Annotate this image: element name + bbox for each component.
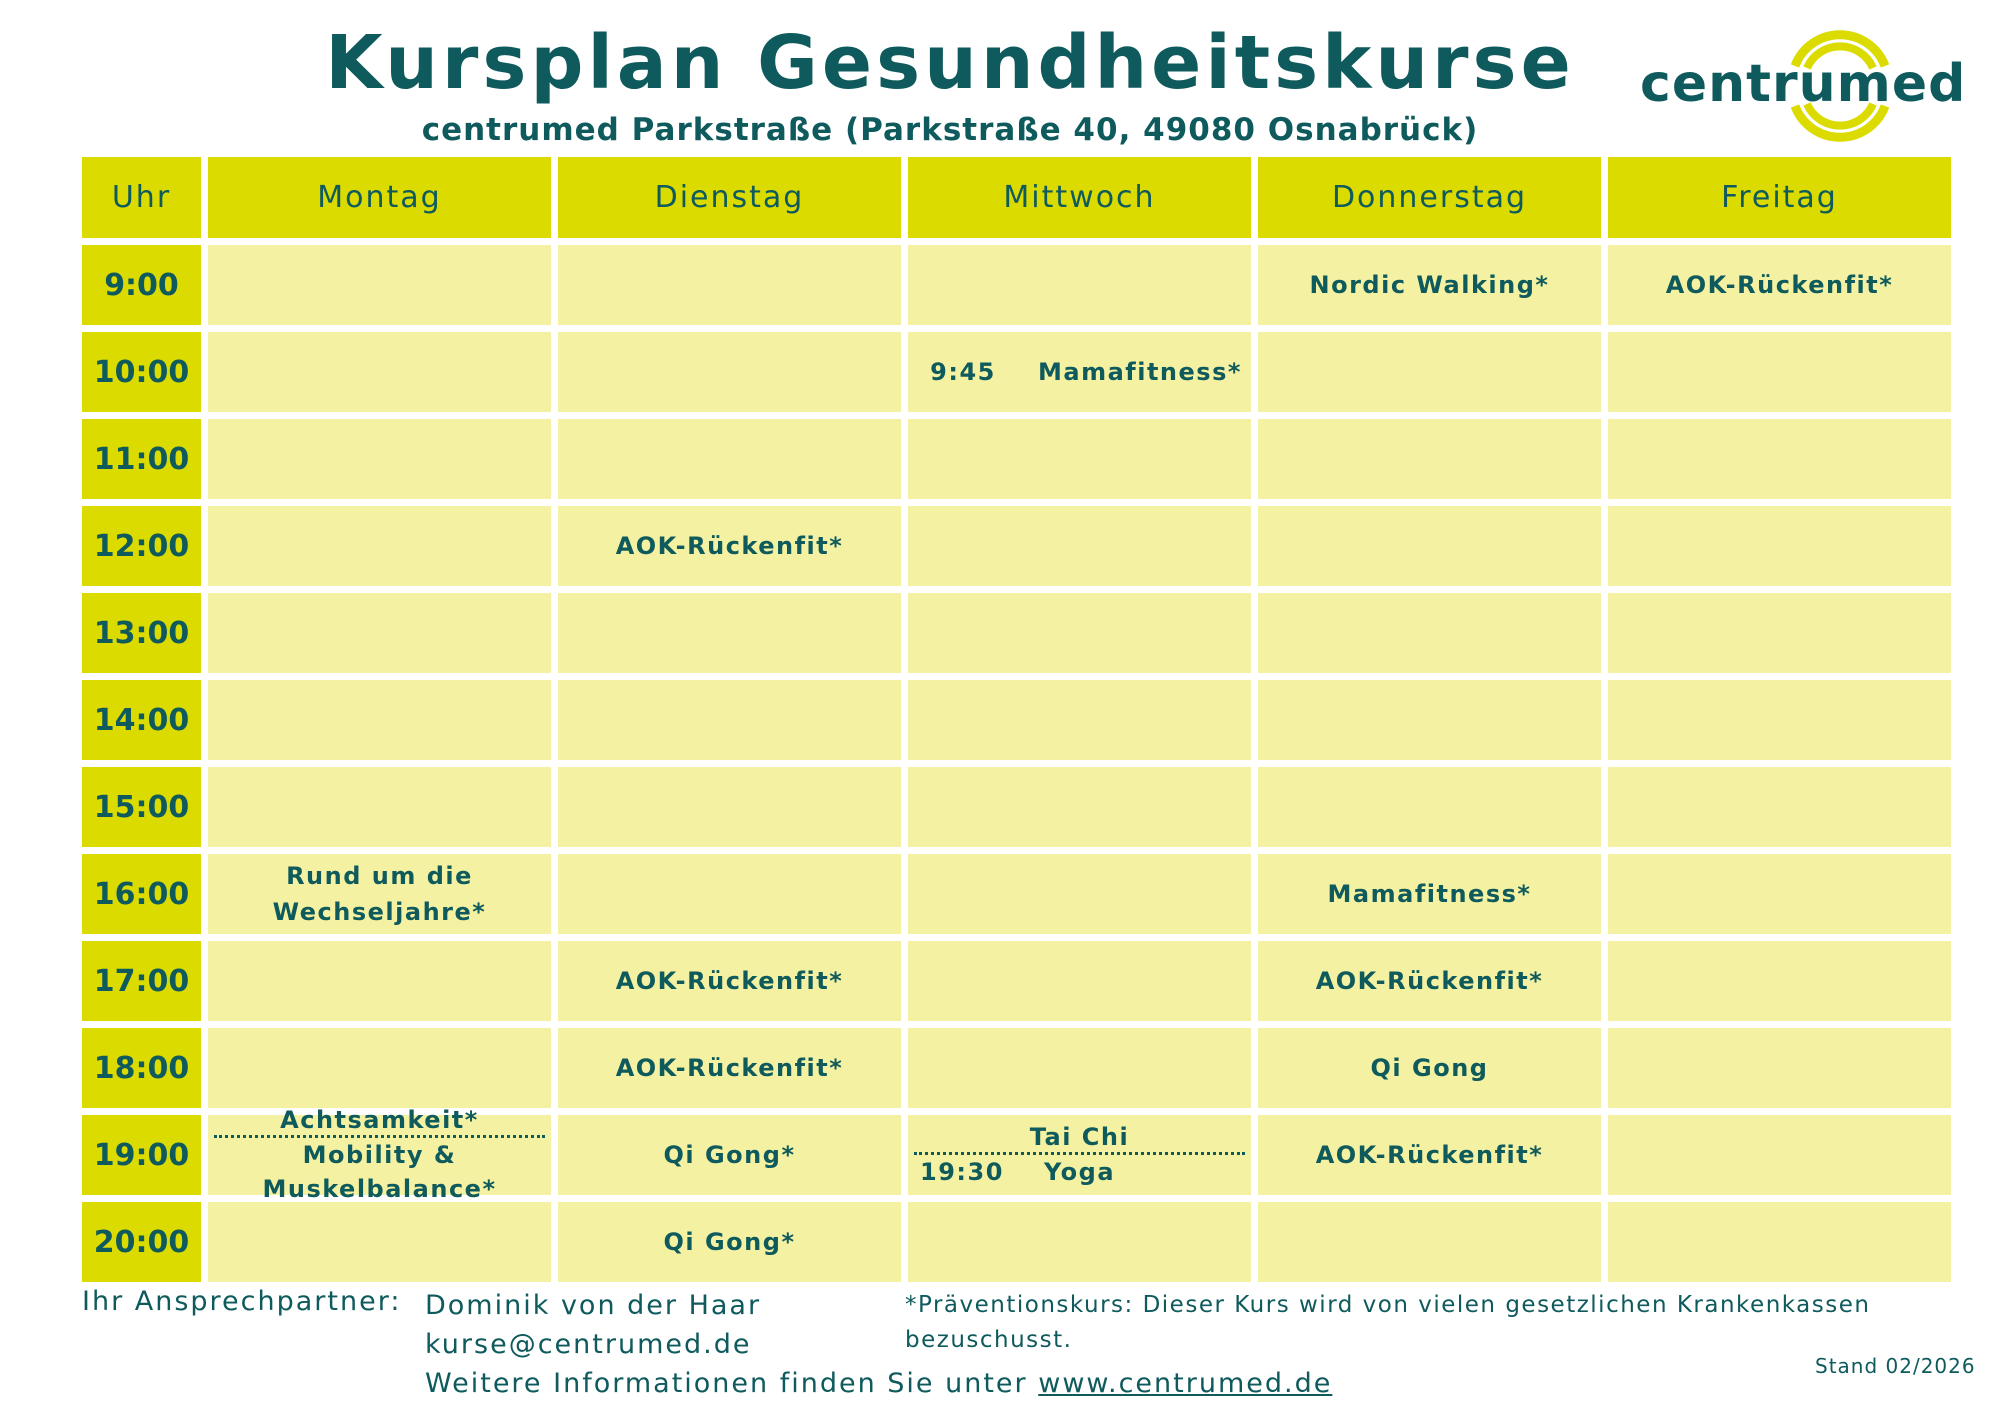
time-label: 18:00 (82, 1028, 201, 1108)
schedule-cell (1608, 1115, 1951, 1195)
schedule-cell (908, 419, 1251, 499)
schedule-cell (1258, 593, 1601, 673)
time-label: 20:00 (82, 1202, 201, 1282)
course-entry: AOK-Rückenfit* (558, 1028, 901, 1108)
course-name: Mamafitness* (1038, 358, 1242, 386)
website-link[interactable]: www.centrumed.de (1038, 1368, 1333, 1399)
schedule-cell (908, 506, 1251, 586)
schedule-cell (1608, 854, 1951, 934)
schedule-cell (208, 245, 551, 325)
page-title: Kursplan Gesundheitskurse (325, 20, 1575, 106)
schedule-cell (558, 767, 901, 847)
schedule-cell (1608, 332, 1951, 412)
schedule-cell (1608, 1202, 1951, 1282)
course-entry: AOK-Rückenfit* (1258, 1115, 1601, 1195)
time-label: 13:00 (82, 593, 201, 673)
schedule-cell (558, 854, 901, 934)
course-entry: AOK-Rückenfit* (1258, 941, 1601, 1021)
schedule-cell (908, 1202, 1251, 1282)
course-name-bottom: Mobility & Muskelbalance* (262, 1140, 497, 1203)
schedule-cell (558, 680, 901, 760)
schedule-cell (558, 419, 901, 499)
course-name: Yoga (1043, 1157, 1116, 1186)
course-name-top: Achtsamkeit* (214, 1105, 545, 1138)
course-entry: Qi Gong* (558, 1115, 901, 1195)
course-entry-split (208, 1105, 551, 1203)
schedule-cell (1608, 941, 1951, 1021)
schedule-cell (1608, 767, 1951, 847)
course-entry (908, 332, 1251, 412)
contact-label: Ihr Ansprechpartner: (82, 1286, 402, 1317)
time-label: 15:00 (82, 767, 201, 847)
column-header-mittwoch: Mittwoch (908, 157, 1251, 238)
column-header-freitag: Freitag (1608, 157, 1951, 238)
page-subtitle: centrumed Parkstraße (Parkstraße 40, 49080 Osnabrück) (421, 112, 1479, 148)
time-label: 17:00 (82, 941, 201, 1021)
schedule-cell (208, 941, 551, 1021)
schedule-cell (1608, 506, 1951, 586)
schedule-cell (908, 1028, 1251, 1108)
course-entry-bottom (914, 1155, 1245, 1189)
course-name-top: Tai Chi (914, 1122, 1245, 1155)
footnote: *Präventionskurs: Dieser Kurs wird von vielen gesetzlichen Krankenkassen bezuschusst. (905, 1292, 1871, 1353)
course-entry: AOK-Rückenfit* (558, 506, 901, 586)
schedule-cell (558, 245, 901, 325)
centrumed-logo (1640, 26, 1967, 146)
schedule-cell (908, 593, 1251, 673)
column-header-montag: Montag (208, 157, 551, 238)
column-header-uhr: Uhr (82, 157, 201, 238)
time-label: 9:00 (82, 245, 201, 325)
column-header-dienstag: Dienstag (558, 157, 901, 238)
schedule-cell (1258, 332, 1601, 412)
course-entry (208, 854, 551, 934)
schedule-cell (1608, 593, 1951, 673)
schedule-table (82, 157, 1928, 1282)
schedule-cell (208, 1202, 551, 1282)
time-label: 16:00 (82, 854, 201, 934)
schedule-cell (1608, 1028, 1951, 1108)
schedule-cell (1258, 1202, 1601, 1282)
schedule-cell (908, 854, 1251, 934)
course-entry: AOK-Rückenfit* (1608, 245, 1951, 325)
contact-name: Dominik von der Haar (425, 1290, 762, 1321)
schedule-cell (208, 767, 551, 847)
schedule-cell (908, 767, 1251, 847)
time-label: 19:00 (82, 1115, 201, 1195)
course-name-line-1: Rund um die (286, 862, 473, 890)
course-entry: Qi Gong* (558, 1202, 901, 1282)
logo-text: centrumed (1640, 54, 1967, 114)
time-label: 10:00 (82, 332, 201, 412)
course-entry-split (908, 1115, 1251, 1195)
course-start-time: 19:30 (920, 1157, 1004, 1186)
schedule-cell (208, 680, 551, 760)
time-label: 11:00 (82, 419, 201, 499)
schedule-cell (1258, 680, 1601, 760)
schedule-cell (208, 419, 551, 499)
spacer (1149, 1155, 1245, 1189)
time-label: 14:00 (82, 680, 201, 760)
stand-date: Stand 02/2026 (1815, 1354, 1976, 1378)
course-start-time: 9:45 (930, 358, 996, 386)
schedule-cell (208, 332, 551, 412)
column-header-donnerstag: Donnerstag (1258, 157, 1601, 238)
schedule-cell (208, 593, 551, 673)
info-line (425, 1364, 1332, 1403)
info-prefix: Weitere Informationen finden Sie unter (425, 1368, 1039, 1399)
course-entry: Nordic Walking* (1258, 245, 1601, 325)
schedule-cell (558, 593, 901, 673)
course-entry: Qi Gong (1258, 1028, 1601, 1108)
contact-email[interactable]: kurse@centrumed.de (425, 1329, 752, 1360)
schedule-cell (558, 332, 901, 412)
time-label: 12:00 (82, 506, 201, 586)
course-entry: Mamafitness* (1258, 854, 1601, 934)
schedule-cell (1258, 419, 1601, 499)
schedule-cell (908, 680, 1251, 760)
schedule-cell (1258, 506, 1601, 586)
schedule-cell (1608, 680, 1951, 760)
schedule-cell (208, 1028, 551, 1108)
schedule-cell (208, 506, 551, 586)
schedule-cell (908, 245, 1251, 325)
course-name-line-2: Wechseljahre* (272, 898, 487, 926)
schedule-cell (1258, 767, 1601, 847)
schedule-cell (908, 941, 1251, 1021)
course-entry: AOK-Rückenfit* (558, 941, 901, 1021)
schedule-cell (1608, 419, 1951, 499)
